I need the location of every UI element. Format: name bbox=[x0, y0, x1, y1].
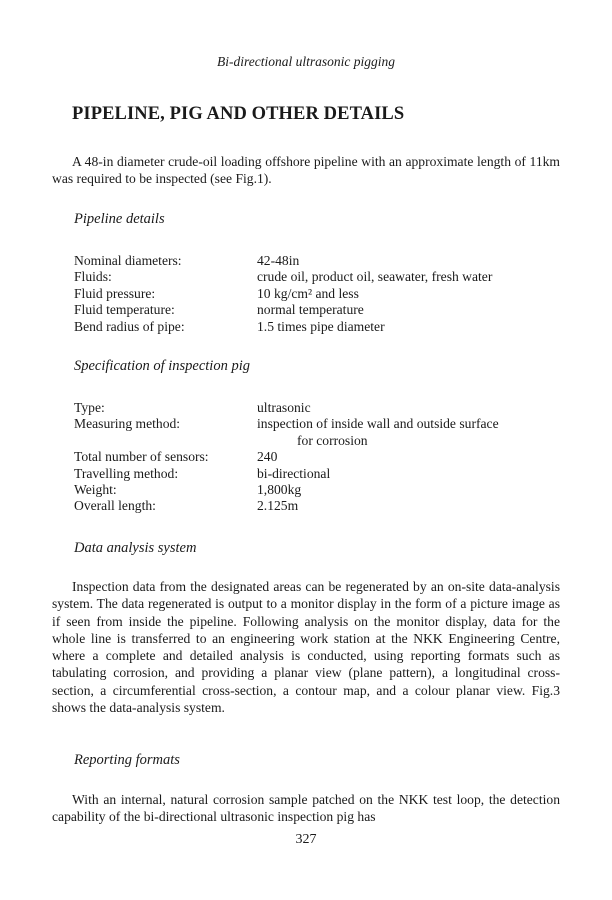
spec-value: 1,800kg bbox=[257, 482, 302, 498]
spec-label: Fluid pressure: bbox=[74, 285, 156, 301]
spec-row bbox=[74, 416, 564, 449]
spec-row bbox=[74, 449, 564, 465]
spec-value-continuation: for corrosion bbox=[297, 432, 368, 448]
spec-label: Fluids: bbox=[74, 269, 112, 285]
reporting-paragraph: With an internal, natural corrosion sample patched on the NKK test loop, the detection capability of the bi-directional ultrasonic inspection pig has bbox=[52, 792, 560, 825]
spec-row bbox=[74, 253, 564, 269]
spec-label: Nominal diameters: bbox=[74, 253, 182, 268]
spec-value bbox=[257, 416, 564, 449]
spec-label: Weight: bbox=[74, 482, 117, 498]
pig-spec-list bbox=[74, 400, 564, 515]
pipeline-details-heading: Pipeline details bbox=[74, 211, 165, 227]
spec-row bbox=[74, 319, 564, 335]
running-head: Bi-directional ultrasonic pigging bbox=[217, 54, 395, 69]
spec-row bbox=[74, 269, 564, 285]
spec-row bbox=[74, 286, 564, 302]
spec-value: 42-48in bbox=[257, 253, 300, 268]
data-analysis-paragraph: Inspection data from the designated areas can be regenerated by an on-site data-analysis system. The data regenerated is output to a monitor display in the form of a picture image as if seen from inside the pipeline. Following analysis on the monitor display, data for the whole line is transferred to an engineering work station at the NKK Engineering Centre, where a complete and detailed analysis is conducted, using reporting formats such as tabulating corrosion, and providing a planar view (plane pattern), a longitudinal cross-section, a circumferential cross-section, a contour map, and a colour planar view. Fig.3 shows the data-analysis system. bbox=[52, 579, 560, 716]
spec-label: Fluid temperature: bbox=[74, 302, 175, 318]
spec-value: crude oil, product oil, seawater, fresh water bbox=[257, 269, 493, 285]
pig-spec-heading: Specification of inspection pig bbox=[74, 358, 250, 374]
spec-value: normal temperature bbox=[257, 302, 364, 318]
data-analysis-heading: Data analysis system bbox=[74, 540, 197, 556]
section-title: PIPELINE, PIG AND OTHER DETAILS bbox=[72, 104, 405, 124]
spec-row bbox=[74, 482, 564, 498]
spec-row bbox=[74, 466, 564, 482]
spec-value: ultrasonic bbox=[257, 400, 311, 415]
spec-value: bi-directional bbox=[257, 465, 331, 481]
reporting-formats-heading: Reporting formats bbox=[74, 752, 180, 768]
spec-label: Travelling method: bbox=[74, 465, 179, 481]
spec-row bbox=[74, 498, 564, 514]
spec-label: Total number of sensors: bbox=[74, 449, 209, 465]
spec-row bbox=[74, 302, 564, 318]
spec-value: 1.5 times pipe diameter bbox=[257, 318, 385, 334]
spec-label: Overall length: bbox=[74, 498, 156, 514]
intro-paragraph: A 48-in diameter crude-oil loading offshore pipeline with an approximate length of 11km was required to be inspected (see Fig.1). bbox=[52, 154, 560, 187]
spec-label: Bend radius of pipe: bbox=[74, 318, 185, 334]
page-number: 327 bbox=[295, 832, 317, 847]
spec-label: Type: bbox=[74, 400, 105, 415]
pipeline-details-list bbox=[74, 253, 564, 335]
spec-row bbox=[74, 400, 564, 416]
spec-label: Measuring method: bbox=[74, 416, 181, 432]
spec-value-line: inspection of inside wall and outside surface bbox=[257, 416, 499, 432]
spec-value: 10 kg/cm² and less bbox=[257, 285, 359, 301]
spec-value: 2.125m bbox=[257, 498, 299, 514]
spec-value: 240 bbox=[257, 449, 278, 465]
